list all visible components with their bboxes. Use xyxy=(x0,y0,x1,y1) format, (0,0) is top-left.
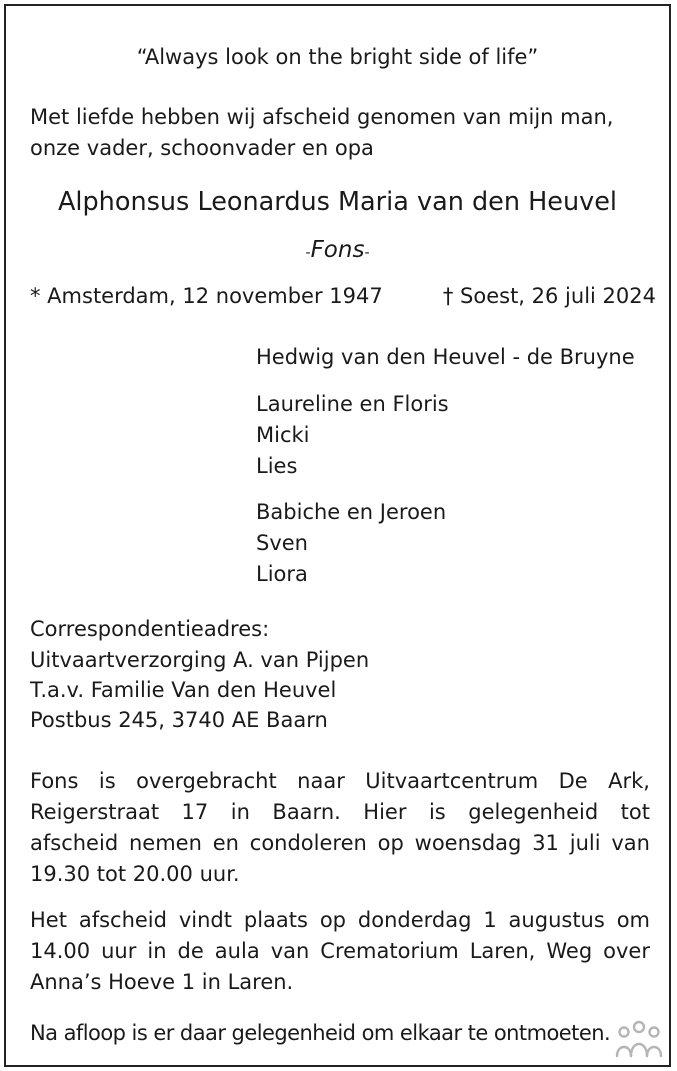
closing-line: Na afloop is er daar gelegenheid om elkaar te ontmoeten. xyxy=(30,1021,611,1045)
viewing-line-4: 19.30 tot 20.00 uur. xyxy=(30,862,240,886)
family-group-2-line-3: Liora xyxy=(256,562,308,586)
ceremony-line-2: 14.00 uur in de aula van Crematorium Laren, Weg over xyxy=(30,939,650,963)
quote: “Always look on the bright side of life” xyxy=(136,45,539,69)
family-group-1-line-2: Micki xyxy=(256,423,310,447)
family-group-1-line-3: Lies xyxy=(256,454,298,478)
deceased-nickname xyxy=(6,234,669,269)
viewing-line-2: Reigerstraat 17 in Baarn. Hier is gelegenheid tot xyxy=(30,800,650,824)
death-date: † Soest, 26 juli 2024 xyxy=(442,284,656,308)
intro-line-1: Met liefde hebben wij afscheid genomen van mijn man, xyxy=(30,105,614,129)
nickname-text: Fons xyxy=(310,237,365,263)
viewing-line-1: Fons is overgebracht naar Uitvaartcentrum De Ark, xyxy=(30,769,650,793)
deceased-full-name: Alphonsus Leonardus Maria van den Heuvel xyxy=(57,187,618,217)
correspondence-line-3: Postbus 245, 3740 AE Baarn xyxy=(30,708,328,732)
family-group-1-line-1: Laureline en Floris xyxy=(256,392,449,416)
family-emblem-icon xyxy=(614,1018,664,1058)
family-group-2-line-1: Babiche en Jeroen xyxy=(256,500,447,524)
birth-date: * Amsterdam, 12 november 1947 xyxy=(30,284,383,308)
correspondence-heading: Correspondentieadres: xyxy=(30,617,270,641)
spouse-name: Hedwig van den Heuvel - de Bruyne xyxy=(256,345,635,369)
ceremony-line-1: Het afscheid vindt plaats op donderdag 1 augustus om xyxy=(30,908,650,932)
family-group-2-line-2: Sven xyxy=(256,531,308,555)
ceremony-line-3: Anna’s Hoeve 1 in Laren. xyxy=(30,970,294,994)
nickname-dash-left: - xyxy=(305,245,311,261)
death-notice-card xyxy=(4,4,671,1067)
viewing-line-3: afscheid nemen en condoleren op woensdag 31 juli van xyxy=(30,831,650,855)
correspondence-line-2: T.a.v. Familie Van den Heuvel xyxy=(30,678,337,702)
correspondence-line-1: Uitvaartverzorging A. van Pijpen xyxy=(30,648,370,672)
nickname-dash-right: - xyxy=(364,245,370,261)
intro-line-2: onze vader, schoonvader en opa xyxy=(30,136,374,160)
